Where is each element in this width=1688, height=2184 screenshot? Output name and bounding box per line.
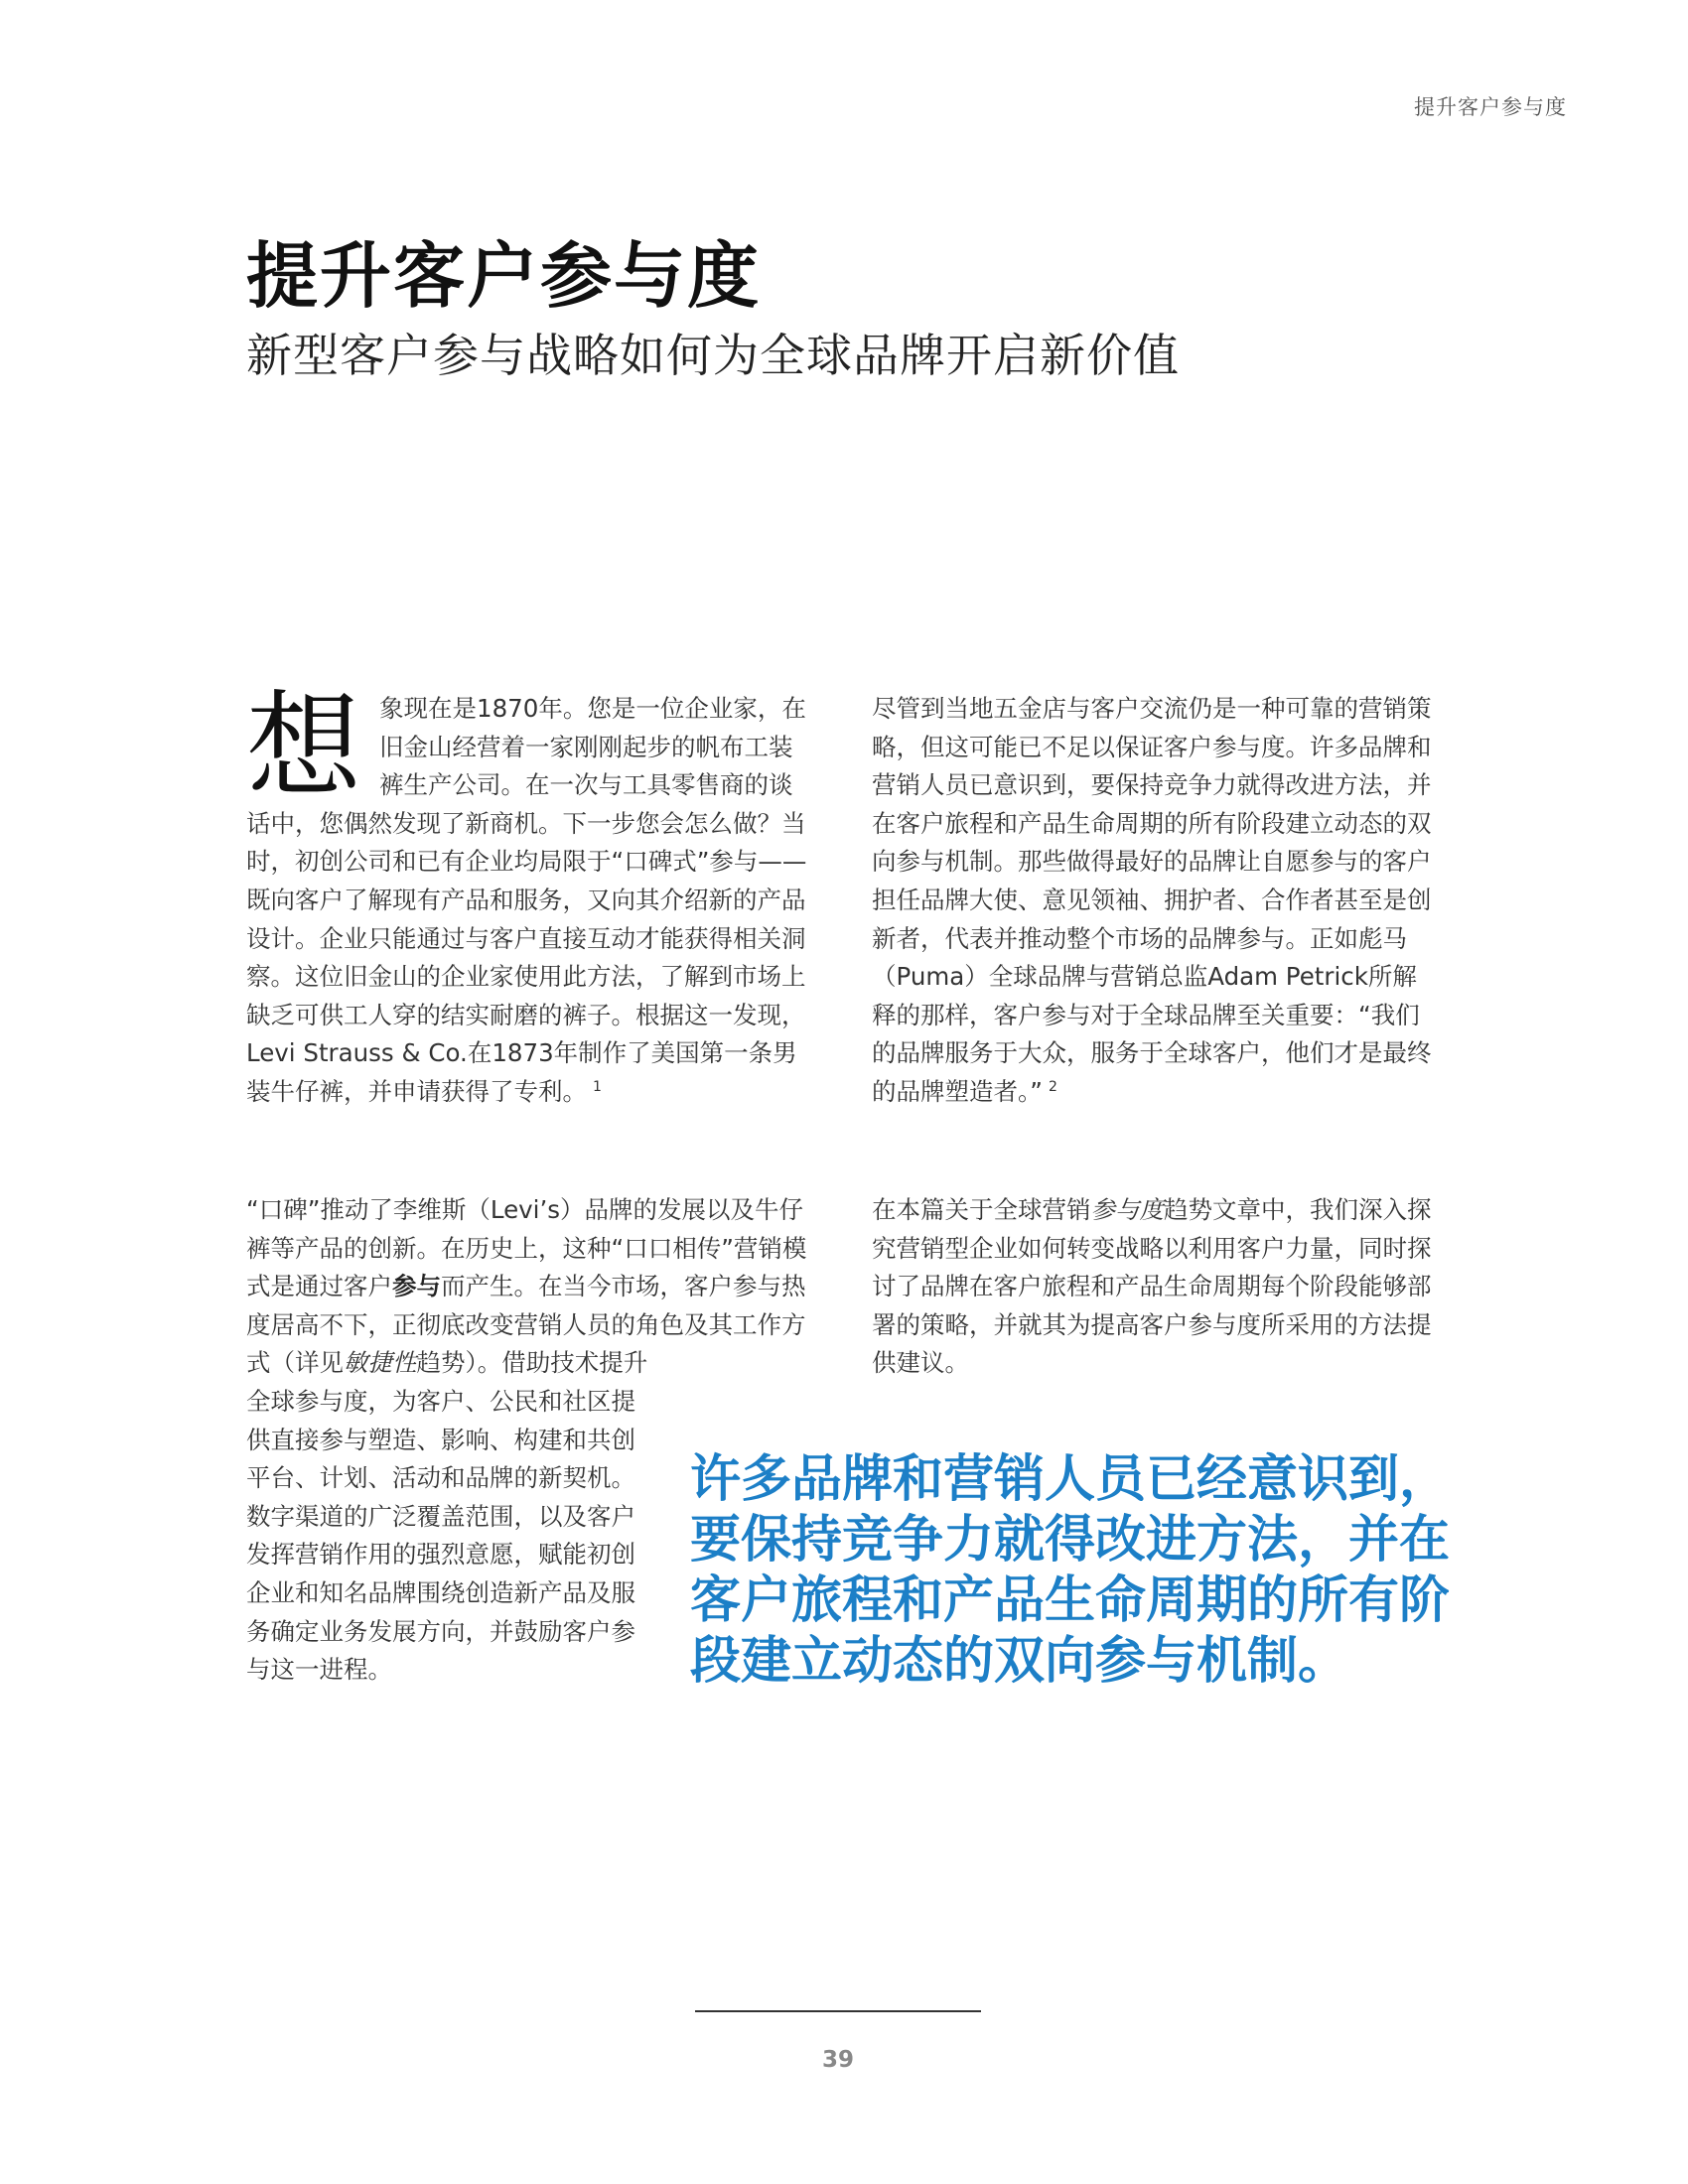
strategy-paragraph (872, 690, 1438, 1112)
running-header: 提升客户参与度 (1414, 95, 1567, 119)
footer-divider (695, 2010, 981, 2012)
footnote-ref-1[interactable]: 1 (593, 1078, 602, 1095)
paragraph-text: 趋势文章中，我们深入探究营销型企业如何转变战略以利用客户力量，同时探讨了品牌在客户旅程和产品生命周期每个阶段能够部署的策略，并就其为提高客户参与度所采用的方法提供建议。 (872, 1195, 1432, 1378)
paragraph-text-narrow: 全球参与度，为客户、公民和社区提供直接参与塑造、影响、构建和共创平台、计划、活动和品牌的新契机。数字渠道的广泛覆盖范围，以及客户发挥营销作用的强烈意愿，赋能初创企业和知名品牌围绕创造新产品及服务确定业务发展方向，并鼓励客户参与这一进程。 (246, 1386, 635, 1685)
intro-paragraph-text: 象现在是1870年。您是一位企业家，在旧金山经营着一家刚刚起步的帆布工装裤生产公司。在一次与工具零售商的谈话中，您偶然发现了新商机。下一步您会怎么做？当时，初创公司和已有企业均局限于“口碑式”参与——既向客户了解现有产品和服务，又向其介绍新的产品设计。企业只能通过与客户直接互动才能获得相关洞察。这位旧金山的企业家使用此方法，了解到市场上缺乏可供工人穿的结实耐磨的裤子。根据这一发现，Levi Strauss & Co.在1873年制作了美国第一条男装牛仔裤，并申请获得了专利。 (246, 694, 807, 1106)
trend-reference: 敏捷性 (344, 1348, 417, 1378)
trend-reference: 参与度 (1090, 1195, 1164, 1224)
page-subtitle: 新型客户参与战略如何为全球品牌开启新价值 (246, 329, 1180, 382)
paragraph-text: 在本篇关于全球营销 (872, 1195, 1091, 1224)
intro-paragraph (246, 680, 812, 1112)
page-number: 39 (821, 2047, 854, 2073)
page-title: 提升客户参与度 (246, 234, 762, 318)
paragraph-text: “口碑”推动了李维斯（Levi’s）品牌的发展以及牛仔裤等产品的创新。在历史上，这种“口口相传”营销模式是通过客户 (246, 1195, 807, 1301)
bold-term: 参与 (392, 1272, 441, 1301)
paragraph-text: 而产生。在当今市场，客户参与热度居高不下，正彻底改变营销人员的角色及其工作方式（详见 (246, 1272, 806, 1378)
paragraph-text: 趋势）。借助技术提升 (416, 1348, 648, 1378)
drop-cap: 想 (246, 680, 361, 814)
overview-paragraph (872, 1191, 1438, 1383)
footnote-ref-2[interactable]: 2 (1048, 1078, 1057, 1095)
paragraph-text: 尽管到当地五金店与客户交流仍是一种可靠的营销策略，但这可能已不足以保证客户参与度。许多品牌和营销人员已意识到，要保持竞争力就得改进方法，并在客户旅程和产品生命周期的所有阶段建立动态的双向参与机制。那些做得最好的品牌让自愿参与的客户担任品牌大使、意见领袖、拥护者、合作者甚至是创新者，代表并推动整个市场的品牌参与。正如彪马（Puma）全球品牌与营销总监Adam Petrick所解释的那样，客户参与对于全球品牌至关重要：“我们的品牌服务于大众，服务于全球客户，他们才是最终的品牌塑造者。” (872, 694, 1432, 1106)
pull-quote: 许多品牌和营销人员已经意识到，要保持竞争力就得改进方法，并在客户旅程和产品生命周期的所有阶段建立动态的双向参与机制。 (690, 1450, 1451, 1691)
